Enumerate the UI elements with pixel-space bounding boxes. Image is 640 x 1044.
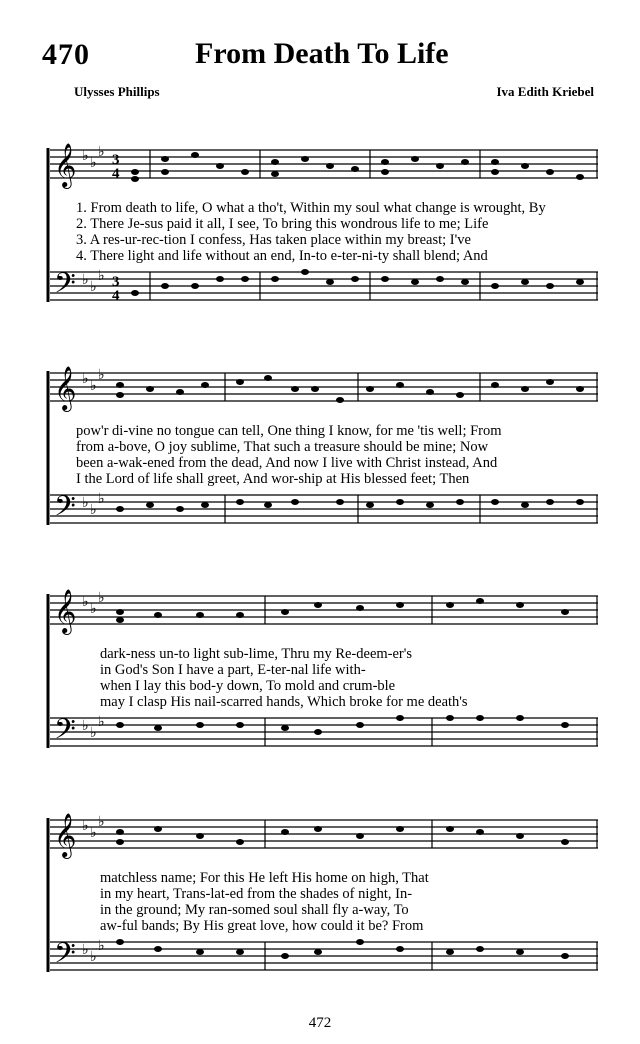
svg-text:3: 3: [112, 274, 120, 290]
lyric-verse-4: may I clasp His nail-scarred hands, Which broke for me death's: [100, 694, 468, 710]
svg-text:♭: ♭: [98, 145, 105, 160]
svg-text:♭: ♭: [82, 273, 89, 288]
svg-text:♭: ♭: [90, 156, 97, 171]
svg-text:♭: ♭: [82, 496, 89, 511]
music-system-3: [40, 568, 600, 758]
lyric-verse-4: I the Lord of life shall greet, And wor-ship at His blessed feet; Then: [76, 471, 470, 487]
svg-text:𝄞: 𝄞: [54, 813, 77, 857]
svg-text:𝄞: 𝄞: [54, 366, 77, 410]
hymn-title: From Death To Life: [195, 37, 449, 70]
svg-text:♭: ♭: [82, 719, 89, 734]
svg-text:♭: ♭: [82, 372, 89, 387]
svg-text:𝄞: 𝄞: [54, 143, 77, 187]
svg-text:♭: ♭: [98, 715, 105, 730]
svg-text:♭: ♭: [98, 815, 105, 830]
lyric-verse-1: 1. From death to life, O what a tho't, Within my soul what change is wrought, By: [76, 200, 546, 216]
music-system-2: [40, 345, 600, 535]
svg-text:♭: ♭: [82, 595, 89, 610]
svg-text:♭: ♭: [82, 943, 89, 958]
svg-text:♭: ♭: [82, 819, 89, 834]
svg-text:♭: ♭: [90, 826, 97, 841]
svg-text:♭: ♭: [90, 379, 97, 394]
svg-text:𝄢: 𝄢: [54, 937, 76, 977]
svg-text:♭: ♭: [90, 503, 97, 518]
hymn-number: 470: [42, 38, 90, 71]
svg-text:♭: ♭: [98, 939, 105, 954]
lyric-verse-1: dark-ness un-to light sub-lime, Thru my Re-deem-er's: [100, 646, 413, 662]
lyric-verse-2: in God's Son I have a part, E-ter-nal life with-: [100, 662, 366, 678]
music-system-4: [40, 792, 600, 982]
lyric-verse-1: pow'r di-vine no tongue can tell, One thing I know, for me 'tis well; From: [76, 423, 502, 439]
svg-text:♭: ♭: [98, 269, 105, 284]
lyric-verse-3: been a-wak-ened from the dead, And now I live with Christ instead, And: [76, 455, 498, 471]
svg-text:4: 4: [112, 166, 120, 182]
lyric-verse-2: 2. There Je-sus paid it all, I see, To bring this wondrous life to me; Life: [76, 216, 489, 232]
page-number: 472: [308, 1015, 332, 1031]
svg-text:𝄢: 𝄢: [54, 713, 76, 753]
lyric-verse-3: 3. A res-ur-rec-tion I confess, Has taken place within my breast; I've: [76, 232, 471, 248]
svg-text:♭: ♭: [90, 602, 97, 617]
lyric-verse-3: in the ground; My ran-somed soul shall fly a-way, To: [100, 902, 409, 918]
lyric-verse-1: matchless name; For this He left His home on high, That: [100, 870, 429, 886]
lyric-verse-2: from a-bove, O joy sublime, That such a treasure should be mine; Now: [76, 439, 489, 455]
svg-text:♭: ♭: [82, 149, 89, 164]
svg-text:3: 3: [112, 152, 120, 168]
svg-text:♭: ♭: [90, 950, 97, 965]
svg-text:♭: ♭: [98, 492, 105, 507]
svg-text:𝄢: 𝄢: [54, 490, 76, 530]
svg-text:♭: ♭: [98, 368, 105, 383]
lyric-verse-4: aw-ful bands; By His great love, how could it be? From: [100, 918, 424, 934]
svg-text:𝄢: 𝄢: [54, 267, 76, 307]
author-credit: Ulysses Phillips: [74, 84, 160, 99]
lyric-verse-2: in my heart, Trans-lat-ed from the shades of night, In-: [100, 886, 413, 902]
svg-text:♭: ♭: [90, 726, 97, 741]
svg-text:♭: ♭: [90, 280, 97, 295]
svg-text:♭: ♭: [98, 591, 105, 606]
svg-text:4: 4: [112, 288, 120, 304]
lyric-verse-4: 4. There light and life without an end, In-to e-ter-ni-ty shall blend; And: [76, 248, 488, 264]
composer-credit: Iva Edith Kriebel: [496, 84, 594, 99]
svg-text:𝄞: 𝄞: [54, 589, 77, 633]
music-system-1: [40, 122, 600, 312]
lyric-verse-3: when I lay this bod-y down, To mold and crum-ble: [100, 678, 396, 694]
